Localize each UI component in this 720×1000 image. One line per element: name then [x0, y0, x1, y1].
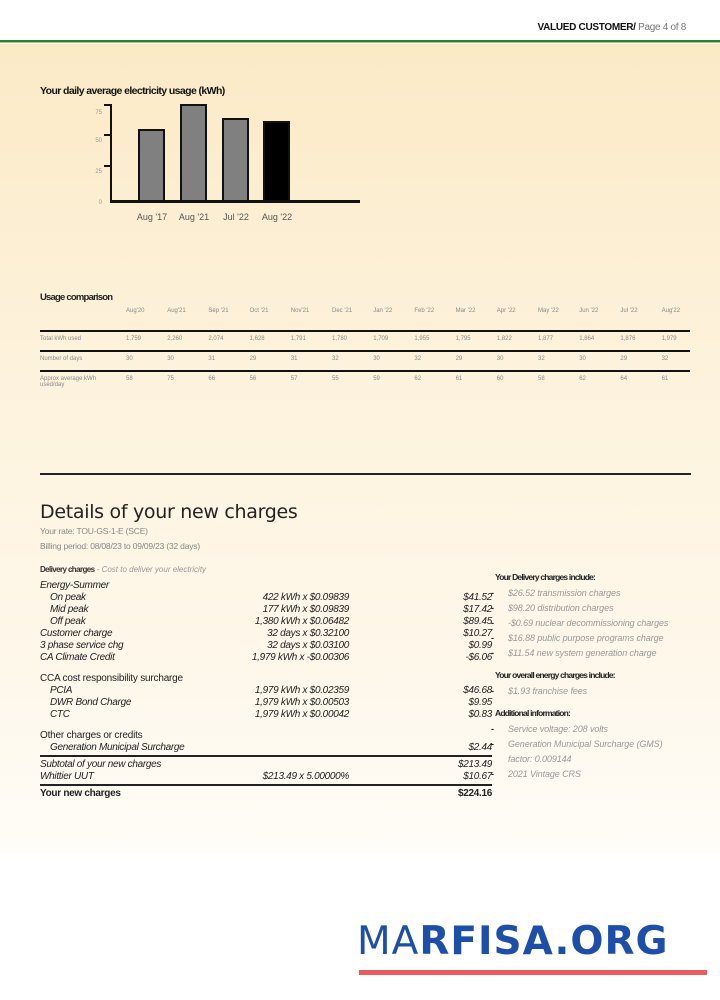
usage-row [40, 352, 690, 370]
charge-calc: 1,979 kWh x $0.02359 [254, 685, 349, 696]
charge-label: On peak [50, 592, 86, 603]
charge-calc: 32 days x $0.32100 [267, 628, 349, 639]
delivery-charge-row [40, 592, 492, 604]
chart-bar [138, 129, 165, 200]
usage-cell: 64 [620, 376, 628, 382]
month-header: May '22 [538, 308, 559, 314]
section-divider [40, 473, 691, 475]
month-header: Jul '22 [620, 308, 638, 314]
x-tick-label: Aug '21 [178, 212, 210, 222]
month-header: Mar '22 [455, 308, 476, 314]
usage-row [40, 372, 690, 390]
x-axis [110, 200, 360, 203]
header-text [537, 22, 686, 33]
charge-label: CA Climate Credit [40, 652, 115, 663]
charge-calc: 177 kWh x $0.09839 [262, 604, 349, 615]
delivery-notes-item: - $11.54 new system generation charge [488, 646, 688, 661]
customer-name: VALUED CUSTOMER [537, 22, 634, 33]
usage-cell: 31 [208, 356, 216, 362]
charges-table [40, 580, 492, 800]
month-header: Feb '22 [414, 308, 435, 314]
total-amount: $224.16 [457, 788, 492, 799]
usage-cell: 59 [373, 376, 380, 382]
energy-section-label: Energy-Summer [40, 580, 109, 591]
charge-label: Generation Municipal Surcharge [50, 742, 185, 753]
charge-amount: $9.95 [468, 697, 492, 708]
charge-calc: $213.49 x 5.00000% [262, 771, 349, 782]
charge-amount: $213.49 [457, 759, 492, 770]
charge-calc: 1,979 kWh x -$0.00306 [251, 652, 349, 663]
charge-amount: $46.68 [463, 685, 492, 696]
chart-bar [222, 118, 249, 200]
additional-info-item: - Service voltage: 208 volts [488, 722, 688, 737]
x-tick-label: Jul '22 [223, 212, 249, 222]
delivery-charge-row [40, 652, 492, 664]
billing-period: Billing period: 08/08/23 to 09/09/23 (32 days) [40, 541, 200, 551]
usage-bar-chart [60, 100, 330, 230]
charge-label: PCIA [50, 685, 73, 696]
delivery-notes-item: - -$0.69 nuclear decommissioning charges [488, 616, 688, 631]
y-tick [104, 134, 111, 136]
rate-label: Your rate: TOU-GS-1-E (SCE) [40, 526, 148, 536]
delivery-heading-sub: - Cost to deliver your electricity [94, 565, 207, 574]
details-title: Details of your new charges [40, 501, 298, 523]
charge-calc: 32 days x $0.03100 [267, 640, 349, 651]
y-tick [104, 165, 111, 167]
charge-amount: $10.67 [463, 771, 492, 782]
usage-cell: 32 [661, 356, 669, 362]
usage-cell: 56 [249, 376, 257, 382]
usage-cell: 1,979 [661, 336, 677, 342]
charge-label: CTC [50, 709, 70, 720]
cca-charge-row [40, 697, 492, 709]
usage-cell: 57 [290, 376, 298, 382]
row-label: Number of days [40, 356, 83, 362]
delivery-notes-item: - $98.20 distribution charges [488, 601, 688, 616]
usage-cell: 32 [332, 356, 339, 362]
additional-info-heading: Additional information: [495, 708, 571, 718]
usage-cell: 60 [496, 376, 504, 382]
charge-amount: $17.42 [463, 604, 492, 615]
month-header: Apr '22 [496, 308, 516, 314]
chart-bar [263, 121, 290, 200]
usage-cell: 75 [167, 376, 174, 382]
delivery-notes-item: - $16.88 public purpose programs charge [488, 631, 688, 646]
header-separator: / [633, 22, 636, 33]
delivery-notes-heading: Your Delivery charges include: [495, 572, 596, 582]
charge-amount: $89.45 [463, 616, 492, 627]
charge-calc: 422 kWh x $0.09839 [262, 592, 349, 603]
cca-charge-row [40, 685, 492, 697]
usage-cell: 1,864 [579, 336, 595, 342]
usage-cell: 61 [455, 376, 463, 382]
subtotal-rule [40, 755, 492, 757]
usage-cell: 29 [455, 356, 463, 362]
usage-cell: 29 [620, 356, 628, 362]
usage-cell: 30 [373, 356, 380, 362]
spacer [40, 721, 492, 730]
page-number: Page 4 of 8 [638, 22, 686, 33]
month-header: Oct '21 [249, 308, 269, 314]
usage-header-row [40, 308, 690, 330]
delivery-charge-row [40, 640, 492, 652]
chart-title: Your daily average electricity usage (kWh) [40, 85, 225, 97]
usage-cell: 2,074 [208, 336, 224, 342]
charge-label: Off peak [50, 616, 86, 627]
subtotal-row [40, 759, 492, 771]
charge-label: Customer charge [40, 628, 113, 639]
usage-cell: 61 [661, 376, 669, 382]
spacer [40, 664, 492, 673]
usage-cell: 58 [538, 376, 545, 382]
usage-cell: 31 [290, 356, 298, 362]
usage-cell: 62 [414, 376, 422, 382]
delivery-charge-row [40, 604, 492, 616]
other-charge-row [40, 742, 492, 754]
usage-comparison-table [40, 308, 690, 390]
usage-cell: 1,822 [496, 336, 512, 342]
cca-section-label: CCA cost responsibility surcharge [40, 673, 183, 684]
usage-cell: 55 [332, 376, 339, 382]
additional-info-item: - 2021 Vintage CRS [488, 767, 688, 782]
usage-cell: 30 [579, 356, 586, 362]
charge-calc: 1,979 kWh x $0.00042 [254, 709, 349, 720]
usage-cell: 1,709 [373, 336, 389, 342]
usage-cell: 2,260 [167, 336, 183, 342]
usage-cell: 1,759 [126, 336, 142, 342]
energy-notes-heading: Your overall energy charges include: [495, 670, 615, 680]
usage-cell: 1,955 [414, 336, 430, 342]
month-header: Nov'21 [290, 308, 310, 314]
y-axis [110, 104, 112, 202]
usage-cell: 1,876 [620, 336, 636, 342]
usage-cell: 62 [579, 376, 586, 382]
y-tick-label: 0 [98, 200, 102, 206]
x-tick-label: Aug '17 [136, 212, 168, 222]
total-label: Your new charges [40, 788, 121, 799]
delivery-charges-heading [40, 565, 206, 574]
total-rule [40, 784, 492, 786]
charge-label: 3 phase service chg [40, 640, 124, 651]
charge-label: DWR Bond Charge [50, 697, 132, 708]
charge-label: Mid peak [50, 604, 89, 615]
charge-amount: $10.27 [463, 628, 492, 639]
delivery-charge-row [40, 616, 492, 628]
charge-amount: -$6.06 [465, 652, 492, 663]
y-tick-label: 75 [95, 110, 102, 116]
delivery-charge-row [40, 628, 492, 640]
energy-notes-item: - $1.93 franchise fees [488, 684, 688, 699]
month-header: Jun '22 [579, 308, 599, 314]
spacer [488, 699, 688, 708]
charge-amount: $0.99 [468, 640, 492, 651]
charge-amount: $2.44 [468, 742, 492, 753]
delivery-heading-bold: Delivery charges [40, 565, 95, 574]
additional-info-item: - Generation Municipal Surcharge (GMS) factor: 0.009144 [488, 737, 688, 767]
month-header: Jan '22 [373, 308, 393, 314]
marfisa-logo [357, 918, 709, 978]
page-header [0, 0, 720, 42]
header-rule [0, 40, 720, 43]
month-header: Aug'20 [126, 308, 145, 314]
logo-underline [359, 970, 707, 975]
logo-text [357, 918, 709, 966]
usage-cell: 1,791 [290, 336, 306, 342]
delivery-notes-item: - $26.52 transmission charges [488, 586, 688, 601]
usage-cell: 30 [496, 356, 504, 362]
month-header: Dec '21 [332, 308, 353, 314]
row-label: Total kWh used [40, 336, 82, 342]
y-tick-label: 50 [95, 138, 102, 144]
usage-cell: 1,795 [455, 336, 471, 342]
total-row [40, 788, 492, 800]
y-tick [104, 104, 111, 106]
usage-cell: 32 [538, 356, 545, 362]
logo-part2: RFISA.ORG [419, 919, 669, 964]
other-section-label: Other charges or credits [40, 730, 143, 741]
usage-cell: 58 [126, 376, 133, 382]
charge-label: Subtotal of your new charges [40, 759, 162, 770]
usage-cell: 29 [249, 356, 257, 362]
x-tick-label: Aug '22 [261, 212, 293, 222]
chart-bar [180, 104, 207, 200]
charges-notes [488, 572, 688, 782]
charge-label: Whittier UUT [40, 771, 94, 782]
usage-cell: 32 [414, 356, 422, 362]
y-tick-label: 25 [95, 169, 102, 175]
month-header: Aug'22 [661, 308, 681, 314]
usage-comparison-title: Usage comparison [40, 292, 113, 303]
month-header: Sep '21 [208, 308, 229, 314]
usage-cell: 30 [167, 356, 174, 362]
cca-charge-row [40, 709, 492, 721]
usage-cell: 1,780 [332, 336, 348, 342]
charge-amount: $41.52 [463, 592, 492, 603]
row-label: Approx average kWh used/day [40, 376, 97, 388]
uut-row [40, 771, 492, 783]
usage-row [40, 332, 690, 350]
logo-part1: MA [357, 919, 420, 964]
month-header: Aug'21 [167, 308, 186, 314]
usage-cell: 30 [126, 356, 133, 362]
usage-cell: 66 [208, 376, 216, 382]
charge-amount: $0.83 [468, 709, 492, 720]
spacer [488, 661, 688, 670]
usage-cell: 1,877 [538, 336, 554, 342]
usage-cell: 1,628 [249, 336, 265, 342]
charge-calc: 1,380 kWh x $0.06482 [254, 616, 349, 627]
charge-calc: 1,979 kWh x $0.00503 [254, 697, 349, 708]
